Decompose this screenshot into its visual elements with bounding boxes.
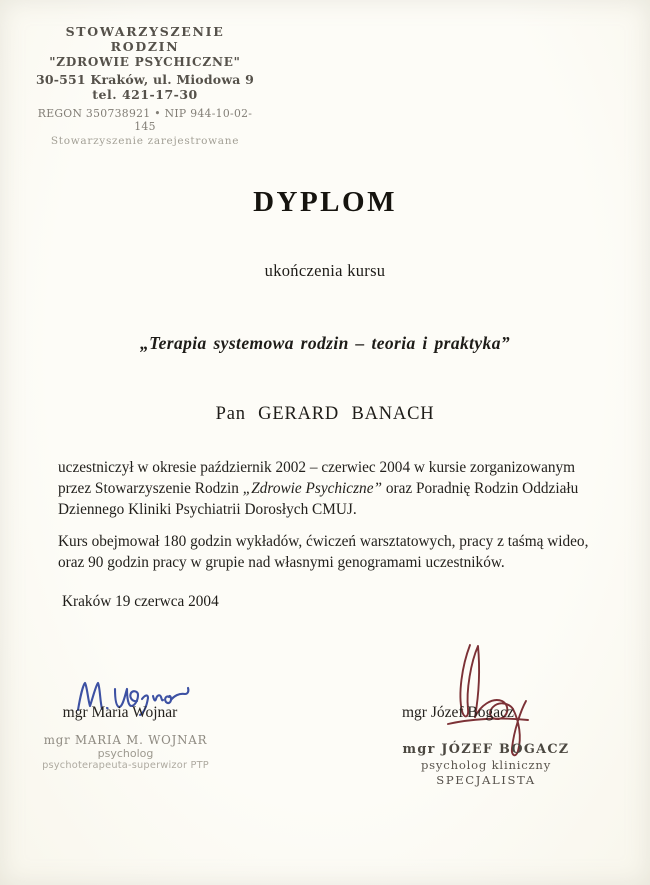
body-paragraph-2: Kurs obejmował 180 godzin wykładów, ćwiczeń warsztatowych, pracy z taśmą wideo, oraz 90 godzin pracy w grupie nad własnymi genogramami uczestników. xyxy=(58,533,589,571)
association-address: 30-551 Kraków, ul. Miodowa 9 xyxy=(35,72,255,87)
wojnar-stamp xyxy=(38,733,213,771)
wojnar-stamp-name: mgr MARIA M. WOJNAR xyxy=(43,733,208,747)
bogacz-typed-name: mgr Józef Bogacz xyxy=(402,704,514,721)
paragraph1-org-italic: „Zdrowie Psychiczne” xyxy=(242,480,382,497)
bogacz-stamp xyxy=(392,742,580,787)
subtitle: ukończenia kursu xyxy=(264,261,386,280)
association-registered-note: Stowarzyszenie zarejestrowane xyxy=(50,135,240,147)
place-and-date: Kraków 19 czerwca 2004 xyxy=(62,593,219,610)
association-regon-nip: REGON 350738921 • NIP 944-10-02-145 xyxy=(37,107,253,133)
course-title: „Terapia systemowa rodzin – teoria i praktyka” xyxy=(139,333,511,353)
association-phone: tel. 421-17-30 xyxy=(92,87,198,102)
association-stamp xyxy=(35,24,255,147)
bogacz-stamp-title: psycholog kliniczny xyxy=(420,758,552,772)
body-paragraph-1 xyxy=(58,457,599,520)
wojnar-stamp-qualification: psychoterapeuta-superwizor PTP xyxy=(42,760,209,771)
paragraph1-text-a: uczestniczył w okresie październik 2002 – czerwiec 2004 w kursie zorganizowanym przez Stowarzyszenie Rodzin xyxy=(58,459,576,497)
wojnar-stamp-title: psycholog xyxy=(97,747,154,760)
association-name: STOWARZYSZENIE RODZIN xyxy=(65,24,225,54)
bogacz-stamp-specialist: SPECJALISTA xyxy=(436,773,536,787)
association-subname: "ZDROWIE PSYCHICZNE" xyxy=(49,55,241,69)
wojnar-typed-name: mgr Maria Wojnar xyxy=(62,704,178,721)
recipient-name: Pan GERARD BANACH xyxy=(215,404,435,424)
paragraph1-text-b: oraz Poradnię Rodzin Oddziału Dziennego Kliniki Psychiatrii Dorosłych CMUJ. xyxy=(58,480,579,518)
page-title: DYPLOM xyxy=(253,186,397,218)
bogacz-stamp-name: mgr JÓZEF BOGACZ xyxy=(402,742,570,757)
